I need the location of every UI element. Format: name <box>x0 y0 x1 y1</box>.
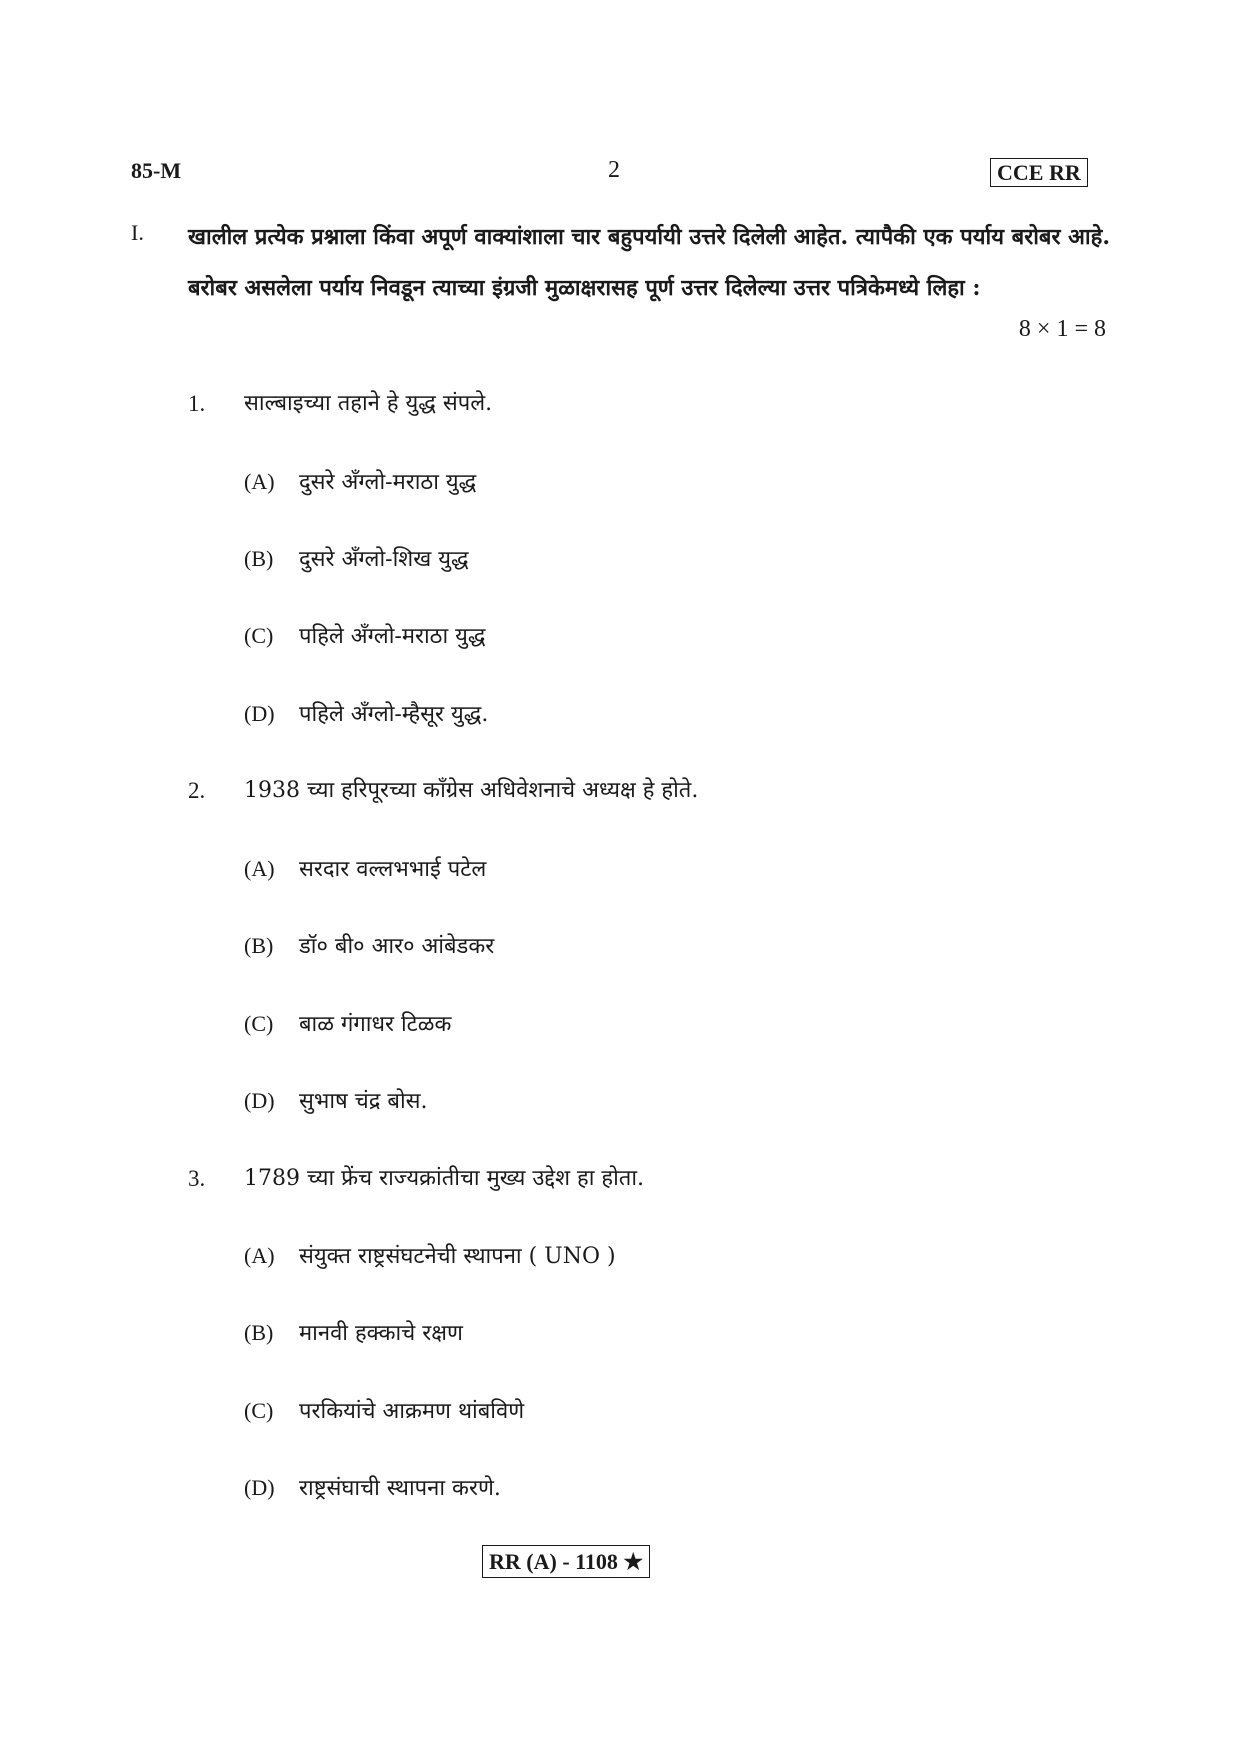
paper-code: 85-M <box>131 158 182 183</box>
option-text: मानवी हक्काचे रक्षण <box>299 1321 463 1346</box>
option-letter: (C) <box>244 1398 274 1423</box>
question-3-option-a <box>244 1240 616 1273</box>
option-text: दुसरे अँग्लो-शिख युद्ध <box>299 547 469 572</box>
option-text: दुसरे अँग्लो-मराठा युद्ध <box>299 470 477 495</box>
question-text: साल्बाइच्या तहाने हे युद्ध संपले. <box>244 391 493 416</box>
question-2-option-a <box>244 853 486 886</box>
option-text: बाळ गंगाधर टिळक <box>299 1012 452 1037</box>
option-letter: (D) <box>244 701 275 726</box>
option-text: राष्ट्रसंघाची स्थापना करणे. <box>299 1476 501 1501</box>
section-number: I. <box>131 220 144 245</box>
option-letter: (A) <box>244 856 275 881</box>
question-number: 1. <box>188 391 206 416</box>
option-letter: (B) <box>244 933 274 958</box>
question-text: 1789 च्या फ्रेंच राज्यक्रांतीचा मुख्य उद्देश हा होता. <box>244 1166 645 1191</box>
option-text: संयुक्त राष्ट्रसंघटनेची स्थापना ( UNO ) <box>299 1244 616 1269</box>
page-number: 2 <box>608 157 620 183</box>
option-letter: (C) <box>244 623 274 648</box>
option-letter: (D) <box>244 1088 275 1113</box>
question-number: 3. <box>188 1166 206 1191</box>
question-1-option-d <box>244 698 488 731</box>
section-instruction: खालील प्रत्येक प्रश्नाला किंवा अपूर्ण वाक्यांशाला चार बहुपर्यायी उत्तरे दिलेली आहेत. त्यापैकी एक पर्याय बरोबर आहे. बरोबर असलेला पर्याय निवडून त्याच्या इंग्रजी मुळाक्षरासह पूर्ण उत्तर दिलेल्या उत्तर पत्रिकेमध्ये लिहा : <box>188 224 1110 301</box>
series-badge: CCE RR <box>990 158 1088 187</box>
option-letter: (A) <box>244 1243 275 1268</box>
option-letter: (A) <box>244 469 275 494</box>
question-2-option-c <box>244 1008 451 1041</box>
option-letter: (B) <box>244 546 274 571</box>
question-2-option-b <box>244 930 494 963</box>
question-text: 1938 च्या हरिपूरच्या काँग्रेस अधिवेशनाचे अध्यक्ष हे होते. <box>244 778 699 803</box>
question-2-option-d <box>244 1085 428 1118</box>
booklet-code-badge: RR (A) - 1108 ★ <box>482 1545 650 1578</box>
question-3-option-d <box>244 1472 501 1505</box>
option-letter: (D) <box>244 1475 275 1500</box>
option-letter: (C) <box>244 1011 274 1036</box>
option-letter: (B) <box>244 1320 274 1345</box>
option-text: पहिले अँग्लो-म्हैसूर युद्ध. <box>299 702 489 727</box>
option-text: परकियांचे आक्रमण थांबविणे <box>299 1399 525 1424</box>
question-1-option-a <box>244 466 476 499</box>
option-text: सरदार वल्लभभाई पटेल <box>299 857 487 882</box>
question-number: 2. <box>188 778 206 803</box>
section-marks: 8 × 1 = 8 <box>1018 316 1106 342</box>
option-text: पहिले अँग्लो-मराठा युद्ध <box>299 624 486 649</box>
question-3-option-b <box>244 1317 463 1350</box>
option-text: सुभाष चंद्र बोस. <box>299 1089 428 1114</box>
question-1-option-b <box>244 543 469 576</box>
question-3-option-c <box>244 1395 524 1428</box>
option-text: डॉ० बी० आर० आंबेडकर <box>299 934 495 959</box>
question-1-option-c <box>244 620 486 653</box>
